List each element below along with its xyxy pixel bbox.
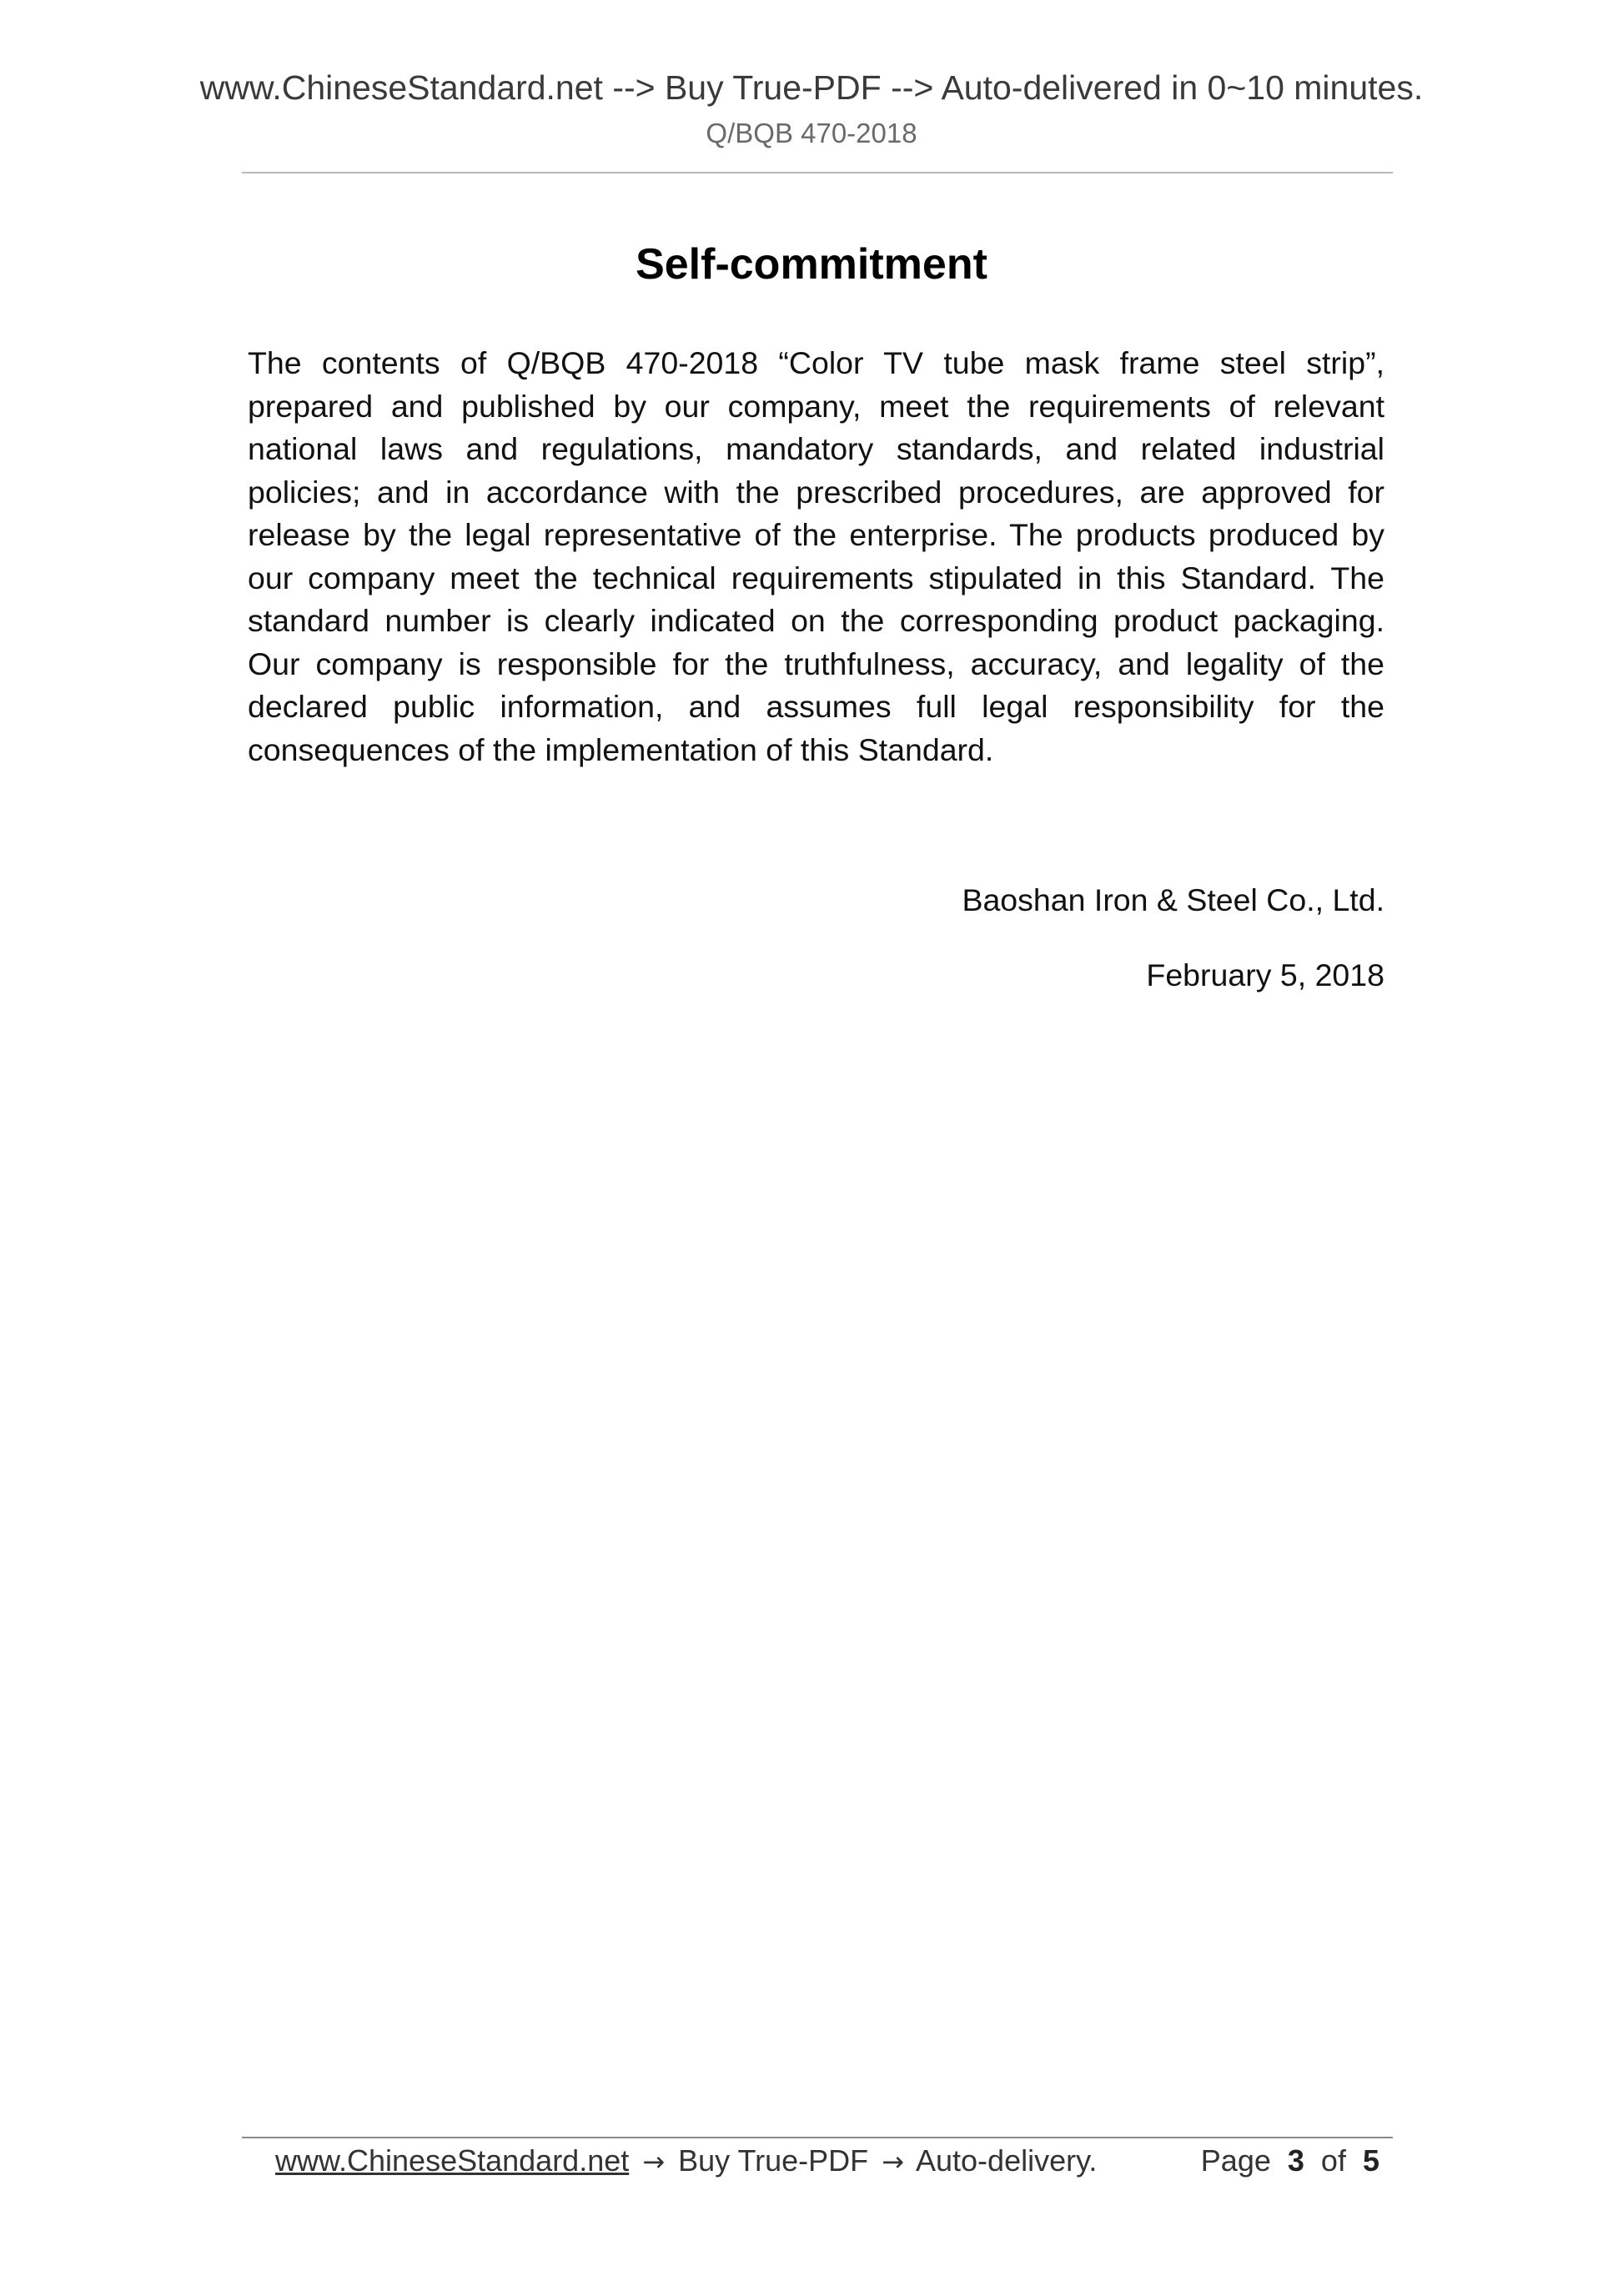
footer-delivery-text: Auto-delivery.: [916, 2143, 1098, 2178]
page-number: [1201, 2140, 1379, 2182]
page-total: 5: [1362, 2143, 1379, 2178]
footer-divider: [242, 2137, 1393, 2138]
standard-code: Q/BQB 470-2018: [706, 118, 917, 148]
arrow-right-icon: →: [882, 2146, 904, 2178]
arrow-right-icon: →: [642, 2146, 666, 2178]
commitment-paragraph: The contents of Q/BQB 470-2018 “Color TV tube mask frame steel strip”, prepared and published by our company, meet the requirements of relevant national laws and regulations, mandatory standards, and related industrial policies; and in accordance with the prescribed procedures, are approved for release by the legal representative of the enterprise. The products produced by our company meet the technical requirements stipulated in this Standard. The standard number is clearly indicated on the corresponding product packaging. Our company is responsible for the truthfulness, accuracy, and legality of the declared public information, and assumes full legal responsibility for the consequences of the implementation of this Standard.: [248, 345, 1384, 767]
footer-site-link[interactable]: www.ChineseStandard.net: [275, 2143, 630, 2178]
page-title: Self-commitment: [636, 240, 987, 289]
page-label: Page: [1200, 2143, 1271, 2178]
header-divider: [242, 172, 1393, 173]
footer-promo: [275, 2140, 1097, 2183]
footer-buy-text: Buy True-PDF: [678, 2143, 869, 2178]
signatory-company: Baoshan Iron & Steel Co., Ltd.: [962, 882, 1384, 917]
signature-date: February 5, 2018: [1146, 957, 1384, 992]
header-banner: www.ChineseStandard.net --> Buy True-PDF --> Auto-delivered in 0~10 minutes.: [199, 68, 1424, 107]
page-of: of: [1320, 2143, 1346, 2178]
page-current: 3: [1287, 2143, 1304, 2178]
